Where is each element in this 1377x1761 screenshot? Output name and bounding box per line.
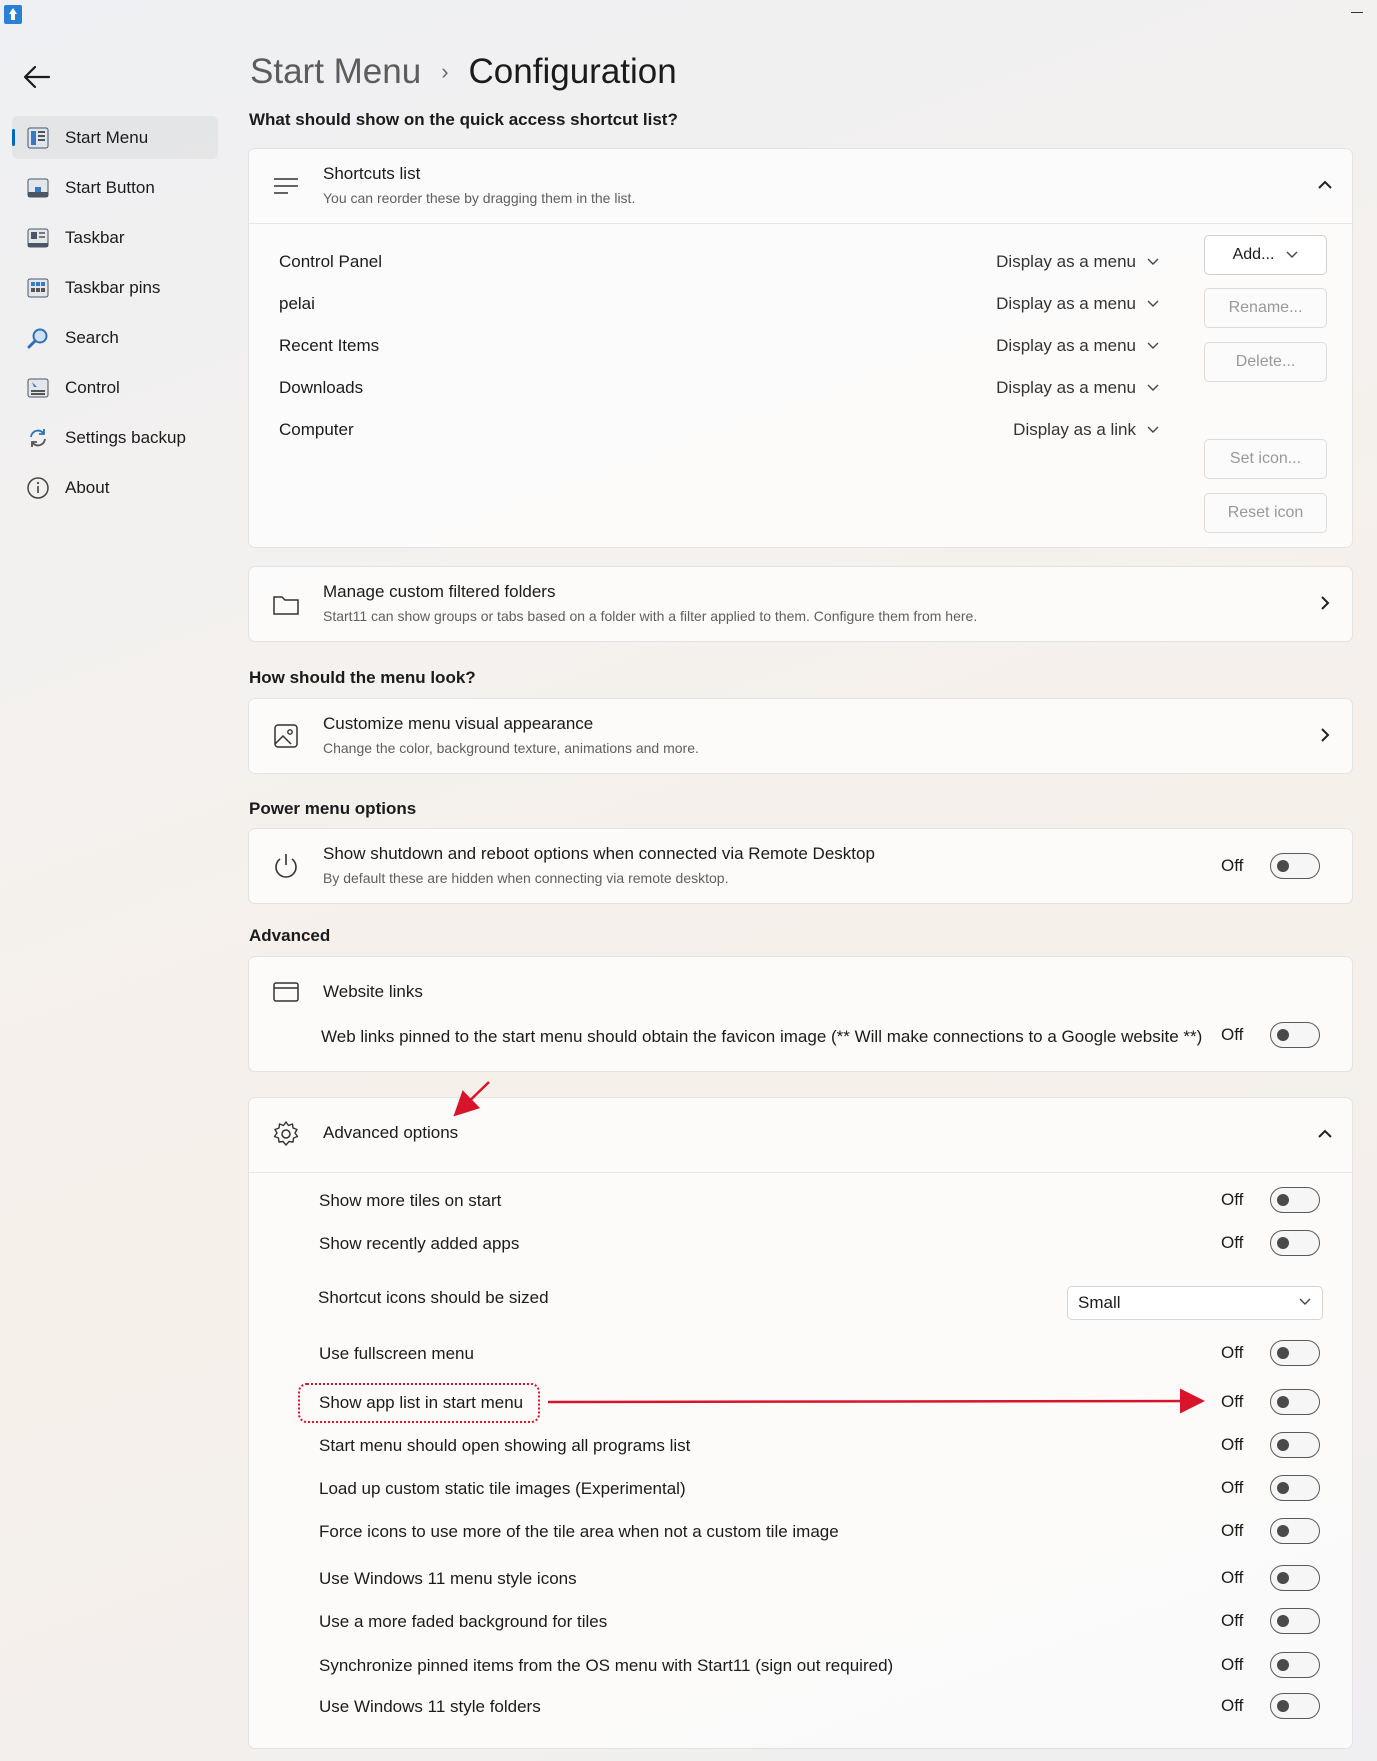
- start-button-icon: [25, 175, 51, 201]
- option-toggle-group: [1221, 1389, 1320, 1415]
- win11-folders-toggle[interactable]: [1270, 1693, 1320, 1719]
- option-toggle-group: [1221, 1432, 1320, 1458]
- section-quick-access: What should show on the quick access shortcut list?: [249, 110, 678, 129]
- option-toggle-group: [1221, 1693, 1320, 1719]
- option-label: Shortcut icons should be sized: [318, 1288, 549, 1307]
- toggle-state: Off: [1221, 1696, 1244, 1715]
- taskbar-pins-icon: [25, 275, 51, 301]
- chevron-down-icon: [1299, 1298, 1311, 1306]
- chevron-up-icon[interactable]: [1314, 174, 1336, 196]
- toggle-state: Off: [1221, 1025, 1244, 1044]
- sync-icon: [25, 425, 51, 451]
- faded-background-toggle[interactable]: [1270, 1608, 1320, 1634]
- option-toggle-group: [1221, 1518, 1320, 1544]
- toggle-state: Off: [1221, 856, 1244, 875]
- shortcut-name: pelai: [279, 294, 315, 313]
- sidebar-item-start-button[interactable]: [12, 166, 218, 209]
- reset-icon-button[interactable]: Reset icon: [1204, 493, 1327, 533]
- annotation-highlight-box: [298, 1383, 540, 1423]
- shortcut-row[interactable]: [279, 327, 1159, 365]
- recently-added-toggle[interactable]: [1270, 1230, 1320, 1256]
- toggle-state: Off: [1221, 1343, 1244, 1362]
- favicon-toggle[interactable]: [1270, 1022, 1320, 1048]
- shortcuts-card: [248, 148, 1353, 548]
- rename-button[interactable]: Rename...: [1204, 288, 1327, 328]
- sidebar-item-label: Settings backup: [65, 427, 186, 447]
- control-icon: [25, 375, 51, 401]
- power-title: Show shutdown and reboot options when connected via Remote Desktop: [323, 844, 875, 863]
- option-toggle-group: [1221, 1230, 1320, 1256]
- option-toggle-group: [1221, 1565, 1320, 1591]
- shortcut-name: Downloads: [279, 378, 364, 397]
- favicon-toggle-group: [1221, 1022, 1320, 1048]
- list-icon: [271, 171, 301, 201]
- sidebar-item-label: Start Menu: [65, 127, 149, 147]
- sidebar: [12, 116, 218, 516]
- filtered-folders-subtitle: Start11 can show groups or tabs based on a folder with a filter applied to them. Configure them from here.: [323, 608, 978, 624]
- option-toggle-group: [1221, 1608, 1320, 1634]
- appearance-card[interactable]: [248, 698, 1353, 774]
- option-toggle-group: [1221, 1187, 1320, 1213]
- sidebar-item-start-menu[interactable]: [12, 116, 218, 159]
- all-programs-toggle[interactable]: [1270, 1432, 1320, 1458]
- option-toggle-group: [1221, 1340, 1320, 1366]
- section-power: Power menu options: [249, 799, 417, 818]
- shortcuts-header[interactable]: [249, 149, 1352, 223]
- sidebar-item-settings-backup[interactable]: [12, 416, 218, 459]
- page-title: Configuration: [468, 52, 677, 91]
- chevron-down-icon: [1147, 342, 1159, 350]
- advanced-options-card: [248, 1097, 1353, 1749]
- website-links-title: Website links: [323, 982, 423, 1001]
- toggle-state: Off: [1221, 1478, 1244, 1497]
- image-icon: [271, 721, 301, 751]
- option-label: Use fullscreen menu: [319, 1344, 474, 1363]
- section-advanced: Advanced: [249, 926, 331, 945]
- browser-window-icon: [271, 977, 301, 1007]
- search-icon: [25, 325, 51, 351]
- option-toggle-group: [1221, 1652, 1320, 1678]
- toggle-state: Off: [1221, 1190, 1244, 1209]
- shortcut-name: Control Panel: [279, 252, 383, 271]
- sidebar-item-label: Start Button: [65, 177, 155, 197]
- option-label: Force icons to use more of the tile area when not a custom tile image: [319, 1522, 839, 1541]
- display-mode-dropdown[interactable]: Display as a link: [1013, 420, 1159, 440]
- back-arrow-icon: [22, 62, 52, 92]
- breadcrumb: [250, 52, 677, 92]
- option-label: Show recently added apps: [319, 1234, 520, 1253]
- icon-size-select[interactable]: Small: [1067, 1286, 1323, 1320]
- section-look: How should the menu look?: [249, 668, 476, 687]
- chevron-down-icon: [1147, 384, 1159, 392]
- chevron-right-icon: [1314, 724, 1336, 746]
- set-icon-button[interactable]: Set icon...: [1204, 439, 1327, 479]
- power-subtitle: By default these are hidden when connecting via remote desktop.: [323, 870, 729, 886]
- chevron-down-icon: [1147, 258, 1159, 266]
- divider: [249, 223, 1352, 224]
- display-mode-dropdown[interactable]: Display as a menu: [996, 252, 1159, 272]
- toggle-state: Off: [1221, 1435, 1244, 1454]
- toggle-state: Off: [1221, 1655, 1244, 1674]
- sidebar-item-taskbar-pins[interactable]: [12, 266, 218, 309]
- chevron-down-icon: [1147, 300, 1159, 308]
- shortcut-name: Recent Items: [279, 336, 380, 355]
- option-label: Show app list in start menu: [319, 1393, 524, 1412]
- favicon-option-label: Web links pinned to the start menu should obtain the favicon image (** Will make connections to a Google website **): [321, 1027, 1203, 1046]
- filtered-folders-title: Manage custom filtered folders: [323, 582, 556, 601]
- start11-app-icon: [4, 5, 22, 24]
- sidebar-item-label: Control: [65, 377, 120, 397]
- display-mode-dropdown[interactable]: Display as a menu: [996, 378, 1159, 398]
- advanced-options-header[interactable]: [249, 1098, 1352, 1172]
- taskbar-icon: [25, 225, 51, 251]
- chevron-up-icon[interactable]: [1314, 1123, 1336, 1145]
- toggle-state: Off: [1221, 1611, 1244, 1630]
- option-label: Use Windows 11 menu style icons: [319, 1569, 577, 1588]
- shortcuts-subtitle: You can reorder these by dragging them in the list.: [323, 190, 636, 206]
- sidebar-item-taskbar[interactable]: [12, 216, 218, 259]
- divider: [249, 1172, 1352, 1173]
- sidebar-item-label: About: [65, 477, 110, 497]
- shortcut-row[interactable]: [279, 411, 1159, 449]
- static-tile-images-toggle[interactable]: [1270, 1475, 1320, 1501]
- minimize-icon[interactable]: [1351, 12, 1363, 13]
- shortcut-name: Computer: [279, 420, 354, 439]
- start-menu-icon: [25, 125, 51, 151]
- chevron-down-icon: [1147, 426, 1159, 434]
- folder-icon: [271, 589, 301, 619]
- gear-icon: [271, 1119, 301, 1149]
- power-card: [248, 828, 1353, 904]
- add-button[interactable]: Add...: [1204, 235, 1327, 275]
- option-label: Synchronize pinned items from the OS menu with Start11 (sign out required): [319, 1656, 894, 1675]
- shortcut-row[interactable]: [279, 243, 1159, 281]
- shortcut-row[interactable]: [279, 369, 1159, 407]
- power-icon: [271, 851, 301, 881]
- fullscreen-toggle[interactable]: [1270, 1340, 1320, 1366]
- appearance-subtitle: Change the color, background texture, animations and more.: [323, 740, 699, 756]
- toggle-state: Off: [1221, 1568, 1244, 1587]
- sidebar-item-label: Taskbar pins: [65, 277, 161, 297]
- delete-button[interactable]: Delete...: [1204, 342, 1327, 382]
- sidebar-item-search[interactable]: [12, 316, 218, 359]
- option-toggle-group: [1221, 1475, 1320, 1501]
- more-tiles-toggle[interactable]: [1270, 1187, 1320, 1213]
- win11-icons-toggle[interactable]: [1270, 1565, 1320, 1591]
- sidebar-item-control[interactable]: [12, 366, 218, 409]
- force-icons-toggle[interactable]: [1270, 1518, 1320, 1544]
- breadcrumb-parent[interactable]: Start Menu: [250, 52, 422, 91]
- appearance-title: Customize menu visual appearance: [323, 714, 594, 733]
- filtered-folders-card[interactable]: [248, 566, 1353, 642]
- sync-pinned-toggle[interactable]: [1270, 1652, 1320, 1678]
- option-label: Use a more faded background for tiles: [319, 1612, 608, 1631]
- option-label: Show more tiles on start: [319, 1191, 502, 1210]
- power-toggle-group: [1221, 853, 1320, 879]
- toggle-state: Off: [1221, 1521, 1244, 1540]
- app-list-toggle[interactable]: [1270, 1389, 1320, 1415]
- sidebar-item-label: Taskbar: [65, 227, 125, 247]
- back-button[interactable]: [22, 62, 52, 92]
- website-links-card: [248, 956, 1353, 1072]
- sidebar-item-label: Search: [65, 327, 119, 347]
- option-label: Start menu should open showing all programs list: [319, 1436, 691, 1455]
- sidebar-item-about[interactable]: [12, 466, 218, 509]
- option-label: Load up custom static tile images (Experimental): [319, 1479, 686, 1498]
- chevron-down-icon: [1286, 251, 1298, 259]
- shortcuts-title: Shortcuts list: [323, 164, 421, 183]
- option-label: Use Windows 11 style folders: [319, 1697, 541, 1716]
- display-mode-dropdown[interactable]: Display as a menu: [996, 336, 1159, 356]
- shortcut-row[interactable]: [279, 285, 1159, 323]
- breadcrumb-separator: ›: [441, 59, 449, 84]
- remote-desktop-toggle[interactable]: [1270, 853, 1320, 879]
- toggle-state: Off: [1221, 1233, 1244, 1252]
- info-icon: [25, 475, 51, 501]
- toggle-state: Off: [1221, 1392, 1244, 1411]
- chevron-right-icon: [1314, 592, 1336, 614]
- advanced-options-title: Advanced options: [323, 1123, 459, 1142]
- display-mode-dropdown[interactable]: Display as a menu: [996, 294, 1159, 314]
